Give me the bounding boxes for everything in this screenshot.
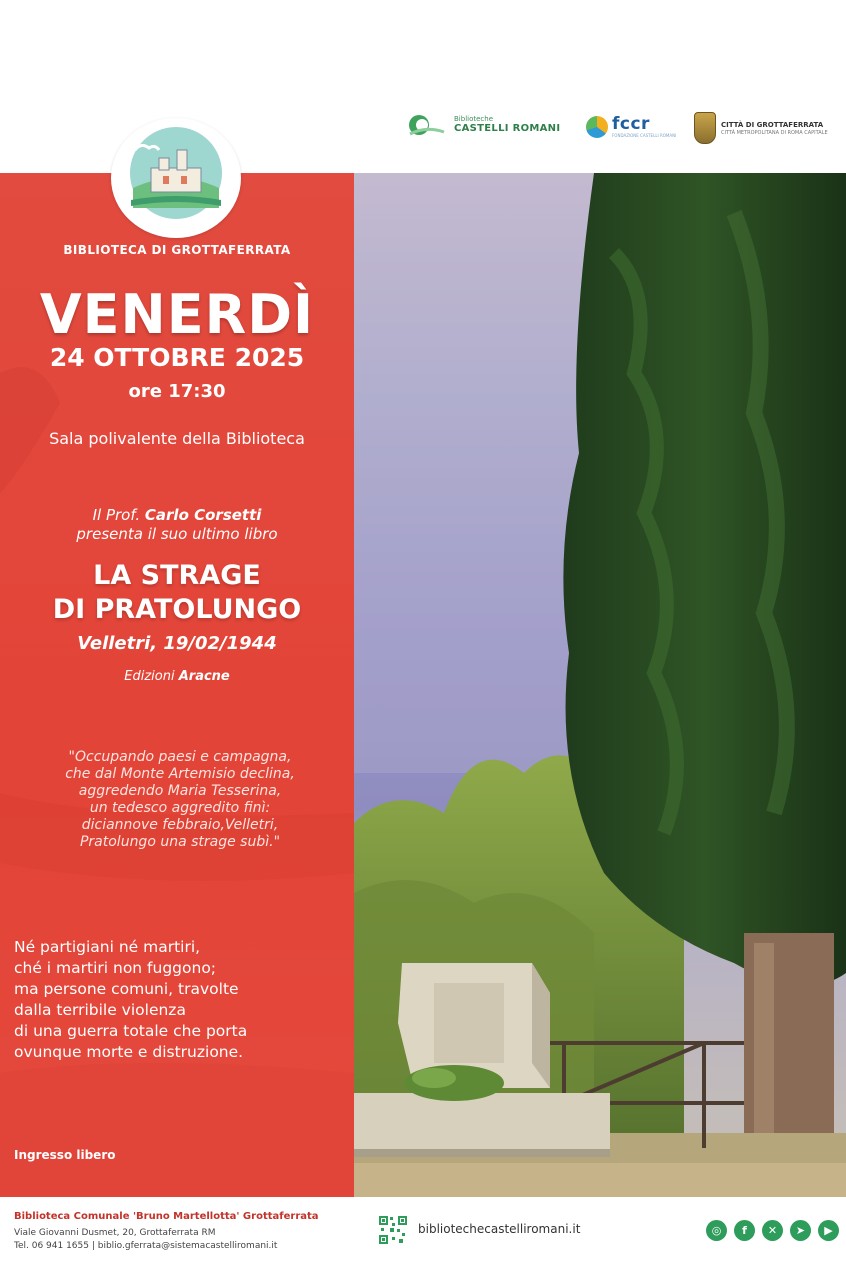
footer-address: Viale Giovanni Dusmet, 20, Grottaferrata RM	[14, 1228, 216, 1238]
event-date: 24 OTTOBRE 2025	[49, 343, 305, 372]
bcr-logo-line2: CASTELLI ROMANI	[454, 123, 561, 134]
presenter-line	[0, 506, 354, 525]
city-logo-line2: CITTÀ METROPOLITANA DI ROMA CAPITALE	[721, 129, 828, 136]
publisher-name: Aracne	[178, 669, 230, 684]
fccr-logo-icon	[586, 116, 608, 138]
event-day: VENERDÌ	[39, 283, 315, 346]
footer-library-name: Biblioteca Comunale 'Bruno Martellotta' Grottaferrata	[14, 1211, 319, 1222]
quote-line: diciannove febbraio,Velletri,	[81, 817, 279, 833]
city-logo-line1: CITTÀ DI GROTTAFERRATA	[721, 120, 824, 129]
paragraph-line: dalla terribile violenza	[14, 1001, 186, 1019]
city-crest-icon	[694, 112, 716, 144]
quote-line: "Occupando paesi e campagna,	[68, 749, 292, 765]
biblioteche-castelli-romani-logo	[408, 112, 560, 138]
footer	[0, 1197, 846, 1280]
book-quote	[10, 749, 350, 851]
admission-note: Ingresso libero	[14, 1148, 116, 1162]
facebook-icon[interactable]: f	[734, 1220, 755, 1241]
fccr-logo-tagline: FONDAZIONE CASTELLI ROMANI	[612, 133, 677, 138]
cypress-monument-illustration	[354, 173, 846, 1197]
citta-grottaferrata-logo	[694, 112, 828, 144]
paragraph-line: ma persone comuni, travolte	[14, 980, 239, 998]
paragraph-line: Né partigiani né martiri,	[14, 938, 201, 956]
footer-contact: Tel. 06 941 1655 | biblio.gferrata@sistemacastelliromani.it	[14, 1241, 278, 1251]
monument-photo	[354, 173, 846, 1197]
telegram-icon[interactable]: ➤	[790, 1220, 811, 1241]
event-info-panel	[0, 173, 354, 1197]
event-time: ore 17:30	[128, 381, 226, 402]
quote-line: aggredendo Maria Tesserina,	[78, 783, 282, 799]
bcr-logo-icon	[408, 112, 446, 138]
website-link[interactable]: bibliotechecastelliromani.it	[418, 1222, 581, 1236]
description-paragraph	[14, 937, 344, 1063]
publisher-prefix: Edizioni	[124, 669, 175, 684]
library-label: BIBLIOTECA DI GROTTAFERRATA	[63, 243, 291, 257]
quote-line: che dal Monte Artemisio declina,	[65, 766, 295, 782]
book-subtitle: Velletri, 19/02/1944	[77, 633, 277, 654]
fccr-logo	[586, 115, 676, 138]
qr-code-icon[interactable]	[378, 1215, 408, 1245]
presenter-prefix: Il Prof.	[92, 506, 141, 524]
bcr-logo-line1: Biblioteche	[454, 115, 494, 123]
publisher-line	[0, 669, 354, 685]
paragraph-line: ovunque morte e distruzione.	[14, 1043, 244, 1061]
book-title	[0, 559, 354, 627]
book-title-line1: LA STRAGE	[93, 560, 261, 591]
quote-line: un tedesco aggredito finì:	[89, 800, 271, 816]
x-icon[interactable]: ✕	[762, 1220, 783, 1241]
fccr-logo-name: fccr	[612, 114, 650, 134]
paragraph-line: di una guerra totale che porta	[14, 1022, 248, 1040]
event-venue: Sala polivalente della Biblioteca	[49, 429, 305, 448]
paragraph-line: ché i martiri non fuggono;	[14, 959, 217, 977]
presenter-suffix: presenta il suo ultimo libro	[76, 525, 278, 543]
youtube-icon[interactable]: ▶	[818, 1220, 839, 1241]
presenter-name: Carlo Corsetti	[144, 506, 262, 524]
book-title-line2: DI PRATOLUNGO	[52, 594, 302, 625]
library-logo	[111, 118, 241, 238]
library-logo-icon	[111, 118, 241, 238]
instagram-icon[interactable]: ◎	[706, 1220, 727, 1241]
quote-line: Pratolungo una strage subì."	[79, 834, 281, 850]
